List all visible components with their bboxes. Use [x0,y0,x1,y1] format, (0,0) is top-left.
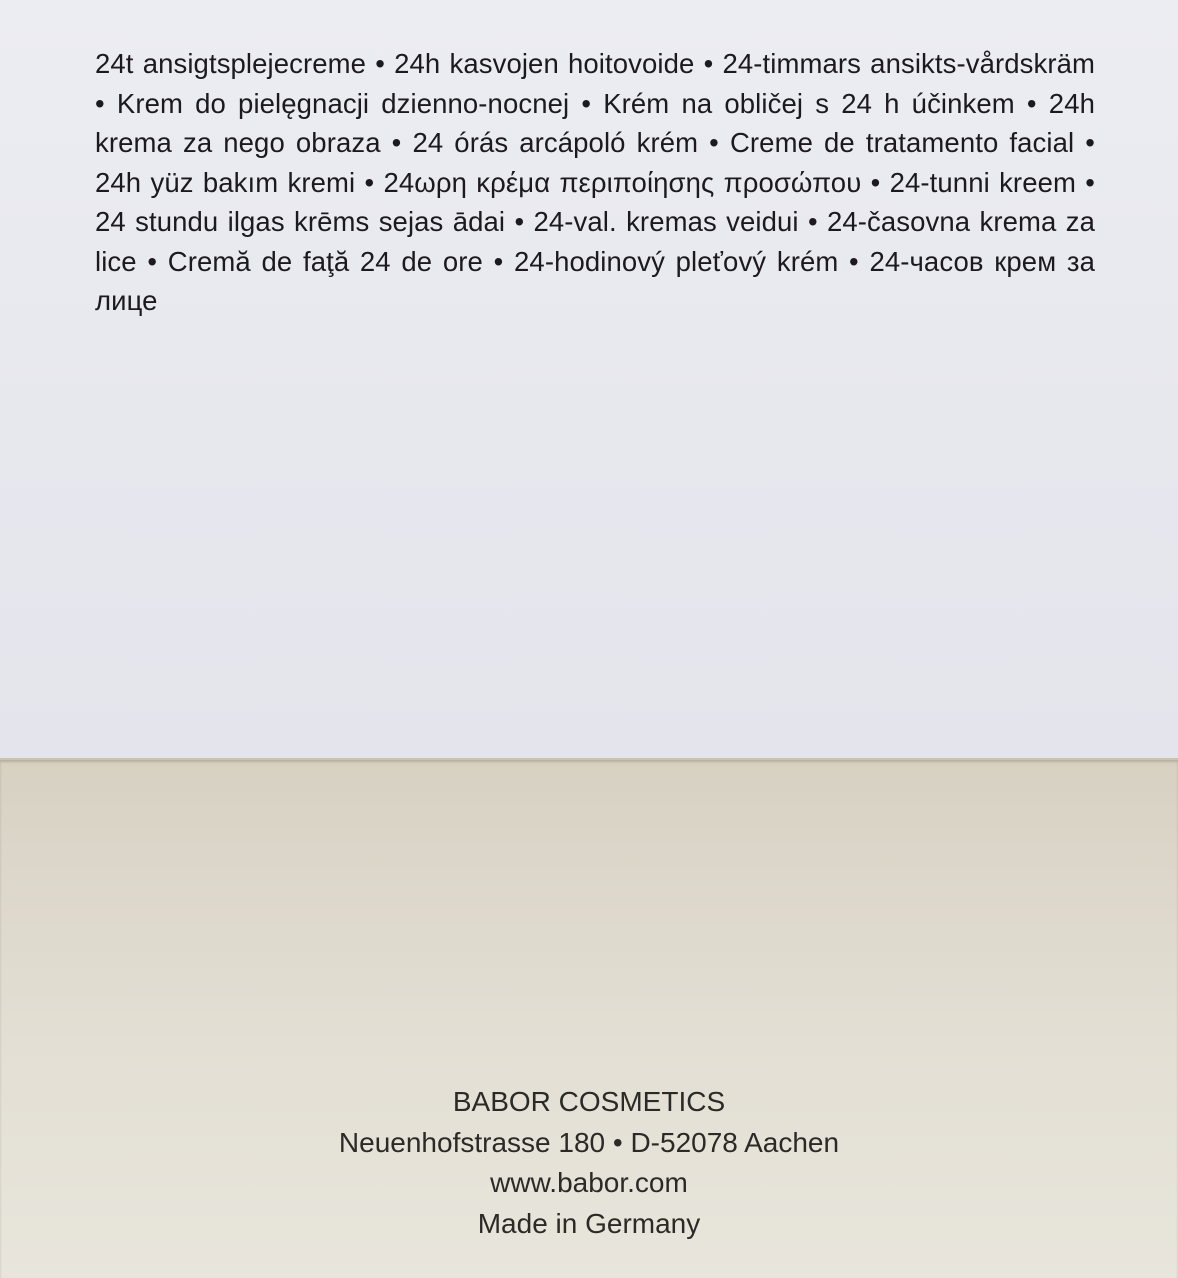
product-name-translations: 24t ansigtsplejecreme • 24h kasvojen hoitovoide • 24-timmars ansikts-vårdskräm • Krem do pielęgnacji dzienno-nocnej • Krém na obličej s 24 h účinkem • 24h krema za nego obraza • 24 órás arcápoló krém • Creme de tratamento facial • 24h yüz bakım kremi • 24ωρη κρέμα περιποίησης προσώπου • 24-tunni kreem • 24 stundu ilgas krēms sejas ādai • 24-val. kremas veidui • 24-časovna krema za lice • Cremă de faţă 24 de ore • 24-hodinový pleťový krém • 24-часов крем за лице [95,48,1095,316]
country-of-origin: Made in Germany [477,1207,701,1239]
company-name: BABOR COSMETICS [452,1086,726,1117]
company-website: www.babor.com [490,1167,688,1198]
manufacturer-imprint [0,1082,1178,1244]
company-address: Neuenhofstrasse 180 • D-52078 Aachen [338,1126,840,1158]
